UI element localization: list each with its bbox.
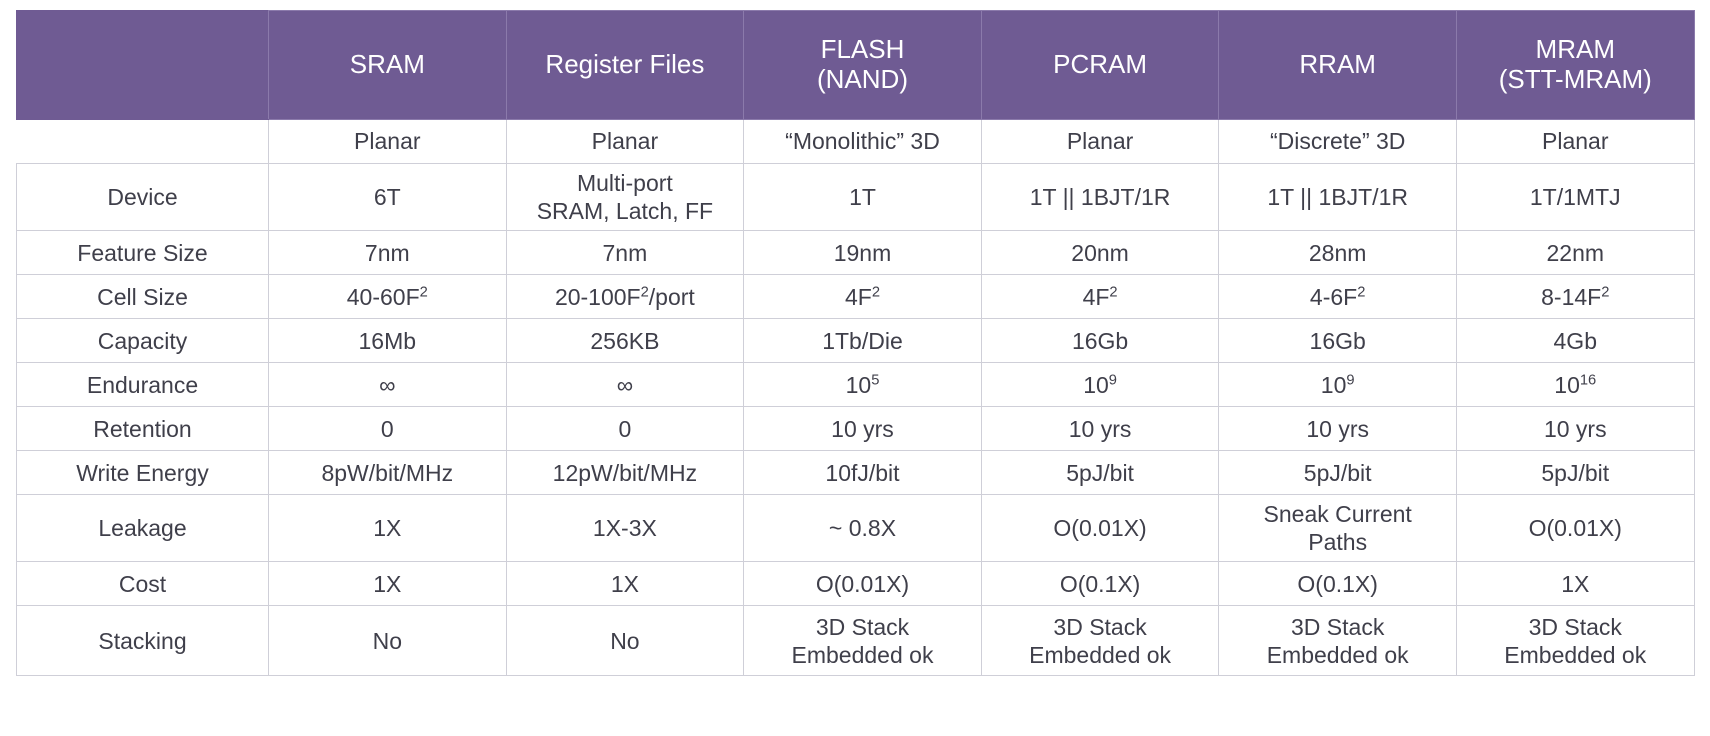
cell-retention-rram: 10 yrs xyxy=(1219,407,1457,451)
memory-technology-comparison-table xyxy=(16,10,1695,676)
cell-stacking-flash-line2: Embedded ok xyxy=(791,641,934,668)
cell-endurance-register-files: ∞ xyxy=(506,363,744,407)
cell-write-energy-mram: 5pJ/bit xyxy=(1456,451,1694,495)
cell-stacking-mram-line1: 3D Stack xyxy=(1528,613,1622,640)
table-row xyxy=(17,407,1695,451)
row-label-capacity: Capacity xyxy=(17,319,269,363)
cell-technology-rram: “Discrete” 3D xyxy=(1219,120,1457,164)
cell-feature-size-flash: 19nm xyxy=(744,231,982,275)
cell-feature-size-pcram: 20nm xyxy=(981,231,1219,275)
row-label-write-energy: Write Energy xyxy=(17,451,269,495)
header-mram xyxy=(1456,11,1694,120)
cell-device-register-files-line2: SRAM, Latch, FF xyxy=(536,198,714,225)
cell-cost-rram: O(0.1X) xyxy=(1219,562,1457,606)
cell-feature-size-rram: 28nm xyxy=(1219,231,1457,275)
cell-write-energy-register-files: 12pW/bit/MHz xyxy=(506,451,744,495)
cell-leakage-pcram: O(0.01X) xyxy=(981,495,1219,562)
cell-stacking-pcram-line1: 3D Stack xyxy=(1053,613,1147,640)
header-rram: RRAM xyxy=(1219,11,1457,120)
cell-technology-sram: Planar xyxy=(269,120,507,164)
cell-retention-register-files: 0 xyxy=(506,407,744,451)
cell-device-rram: 1T || 1BJT/1R xyxy=(1219,164,1457,231)
cell-retention-mram: 10 yrs xyxy=(1456,407,1694,451)
row-label-stacking: Stacking xyxy=(17,606,269,676)
cell-device-register-files-line1: Multi-port xyxy=(576,170,673,196)
cell-stacking-sram: No xyxy=(269,606,507,676)
header-mram-line2: (STT-MRAM) xyxy=(1498,64,1652,94)
cell-stacking-pcram-line2: Embedded ok xyxy=(1029,641,1172,668)
row-label-technology xyxy=(17,120,269,164)
row-label-device: Device xyxy=(17,164,269,231)
cell-device-flash: 1T xyxy=(744,164,982,231)
cell-leakage-flash: ~ 0.8X xyxy=(744,495,982,562)
cell-endurance-sram: ∞ xyxy=(269,363,507,407)
row-label-cost: Cost xyxy=(17,562,269,606)
cell-retention-pcram: 10 yrs xyxy=(981,407,1219,451)
table-row xyxy=(17,451,1695,495)
cell-stacking-rram-line2: Embedded ok xyxy=(1266,641,1409,668)
header-pcram: PCRAM xyxy=(981,11,1219,120)
header-flash-line2: (NAND) xyxy=(816,64,908,94)
cell-endurance-pcram: $10^9$ xyxy=(981,363,1219,407)
cell-endurance-mram: $10^{16}$ xyxy=(1456,363,1694,407)
cell-stacking-rram xyxy=(1219,606,1457,676)
cell-retention-sram: 0 xyxy=(269,407,507,451)
header-flash-line1: FLASH xyxy=(820,34,905,65)
cell-capacity-sram: 16Mb xyxy=(269,319,507,363)
cell-stacking-mram-line2: Embedded ok xyxy=(1504,641,1647,668)
cell-stacking-pcram xyxy=(981,606,1219,676)
row-label-feature-size: Feature Size xyxy=(17,231,269,275)
cell-endurance-rram: $10^9$ xyxy=(1219,363,1457,407)
cell-stacking-mram xyxy=(1456,606,1694,676)
cell-technology-register-files: Planar xyxy=(506,120,744,164)
cell-cell-size-pcram: $4F^2$ xyxy=(981,275,1219,319)
table-row xyxy=(17,363,1695,407)
table-row xyxy=(17,120,1695,164)
cell-capacity-flash: 1Tb/Die xyxy=(744,319,982,363)
cell-leakage-mram: O(0.01X) xyxy=(1456,495,1694,562)
header-register-files: Register Files xyxy=(506,11,744,120)
cell-stacking-flash xyxy=(744,606,982,676)
cell-technology-flash: “Monolithic” 3D xyxy=(744,120,982,164)
table-row xyxy=(17,231,1695,275)
cell-technology-pcram: Planar xyxy=(981,120,1219,164)
row-label-endurance: Endurance xyxy=(17,363,269,407)
row-label-cell-size: Cell Size xyxy=(17,275,269,319)
header-sram: SRAM xyxy=(269,11,507,120)
cell-stacking-flash-line1: 3D Stack xyxy=(815,613,910,640)
row-label-leakage: Leakage xyxy=(17,495,269,562)
cell-feature-size-register-files: 7nm xyxy=(506,231,744,275)
table-row xyxy=(17,562,1695,606)
cell-leakage-rram-line2: Paths xyxy=(1308,529,1368,556)
cell-cost-flash: O(0.01X) xyxy=(744,562,982,606)
cell-device-register-files xyxy=(506,164,744,231)
cell-capacity-pcram: 16Gb xyxy=(981,319,1219,363)
cell-leakage-sram: 1X xyxy=(269,495,507,562)
cell-device-pcram: 1T || 1BJT/1R xyxy=(981,164,1219,231)
row-label-retention: Retention xyxy=(17,407,269,451)
cell-feature-size-mram: 22nm xyxy=(1456,231,1694,275)
header-mram-line1: MRAM xyxy=(1535,34,1615,65)
table-header xyxy=(17,11,1695,120)
cell-cell-size-flash: $4F^2$ xyxy=(744,275,982,319)
cell-capacity-mram: 4Gb xyxy=(1456,319,1694,363)
header-row xyxy=(17,11,1695,120)
cell-leakage-rram-line1: Sneak Current xyxy=(1263,501,1412,528)
table-row xyxy=(17,164,1695,231)
cell-write-energy-rram: 5pJ/bit xyxy=(1219,451,1457,495)
cell-cell-size-rram: $4-6F^2$ xyxy=(1219,275,1457,319)
cell-write-energy-pcram: 5pJ/bit xyxy=(981,451,1219,495)
cell-device-mram: 1T/1MTJ xyxy=(1456,164,1694,231)
cell-leakage-register-files: 1X-3X xyxy=(506,495,744,562)
cell-cell-size-register-files: $20-100F^2$/port xyxy=(506,275,744,319)
table-row xyxy=(17,606,1695,676)
cell-write-energy-sram: 8pW/bit/MHz xyxy=(269,451,507,495)
cell-endurance-flash: $10^5$ xyxy=(744,363,982,407)
cell-stacking-rram-line1: 3D Stack xyxy=(1291,613,1385,640)
cell-cost-register-files: 1X xyxy=(506,562,744,606)
table-row xyxy=(17,495,1695,562)
cell-capacity-rram: 16Gb xyxy=(1219,319,1457,363)
cell-write-energy-flash: 10fJ/bit xyxy=(744,451,982,495)
cell-leakage-rram xyxy=(1219,495,1457,562)
table-body xyxy=(17,120,1695,676)
cell-cell-size-mram: $8-14F^2$ xyxy=(1456,275,1694,319)
cell-cost-mram: 1X xyxy=(1456,562,1694,606)
table-row xyxy=(17,275,1695,319)
cell-device-sram: 6T xyxy=(269,164,507,231)
cell-cost-sram: 1X xyxy=(269,562,507,606)
cell-technology-mram: Planar xyxy=(1456,120,1694,164)
cell-feature-size-sram: 7nm xyxy=(269,231,507,275)
header-flash-nand xyxy=(744,11,982,120)
cell-retention-flash: 10 yrs xyxy=(744,407,982,451)
table-row xyxy=(17,319,1695,363)
cell-stacking-register-files: No xyxy=(506,606,744,676)
cell-cell-size-sram: $40-60F^2$ xyxy=(269,275,507,319)
cell-cost-pcram: O(0.1X) xyxy=(981,562,1219,606)
header-corner-cell xyxy=(17,11,269,120)
cell-capacity-register-files: 256KB xyxy=(506,319,744,363)
